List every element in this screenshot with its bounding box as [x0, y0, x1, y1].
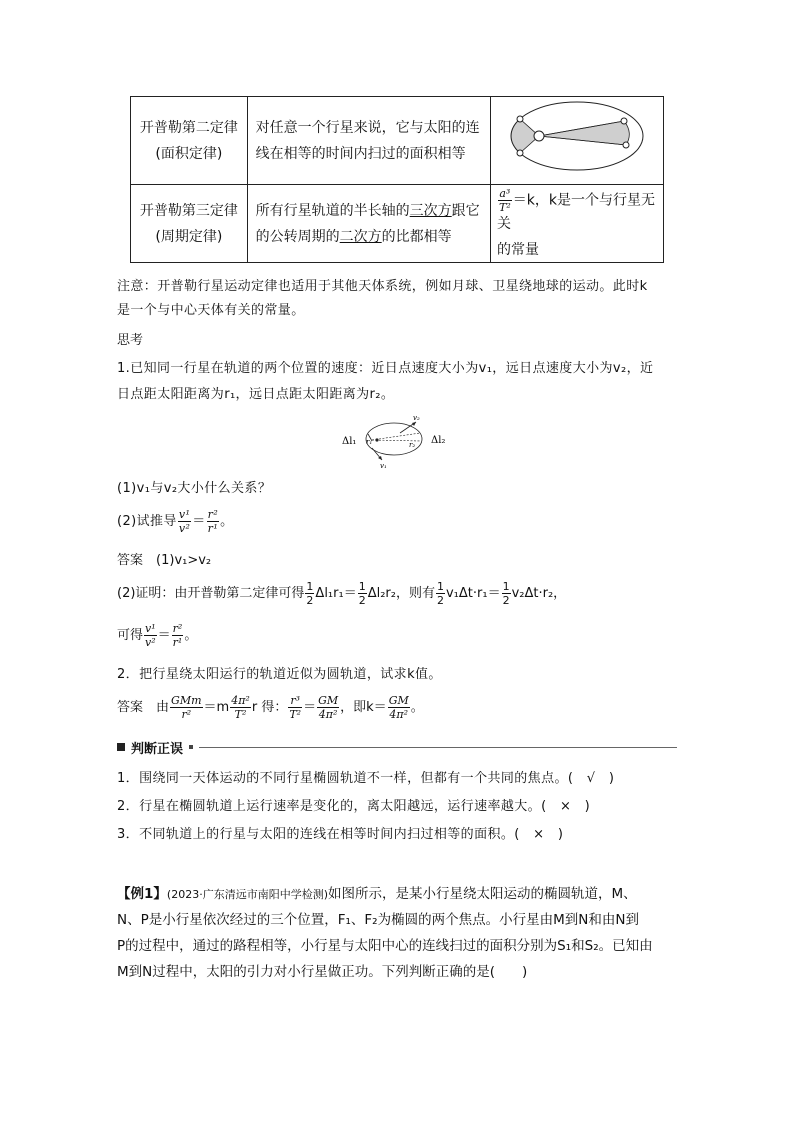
r1-label: r₁ [366, 438, 373, 446]
law-figure-cell [490, 97, 663, 185]
judge-section-title: 判断正误 [131, 741, 184, 757]
example-line: M到N过程中，太阳的引力对小行星做正功。下列判断正确的是( ) [117, 964, 528, 980]
note-line: 注意：开普勒行星运动定律也适用于其他天体系统，例如月球、卫星绕地球的运动。此时k [117, 279, 648, 294]
sub-question-1: (1)v₁与v₂大小什么关系？ [117, 481, 272, 496]
law-name-cell [131, 97, 248, 185]
dot-icon [189, 745, 193, 749]
law-name: 开普勒第三定律 [139, 202, 238, 219]
orbit-speed-diagram [340, 410, 450, 470]
judge-section-header [117, 738, 677, 756]
law-alias: (面积定律) [155, 145, 223, 162]
law-description-line: 线在相等的时间内扫过的面积相等 [255, 145, 466, 162]
delta-l2-label: Δl₂ [431, 435, 446, 446]
question-1-line: 1.已知同一行星在轨道的两个位置的速度：近日点速度大小为v₁，远日点速度大小为v₂，近 [117, 361, 654, 376]
law-description-line: 对任意一个行星来说，它与太阳的连 [255, 119, 480, 136]
answer-2: 答案 由 $\frac{\text{GMm}}{\text{r²}}$ ＝m $\frac{\text{4π²}}{\text{T²}}$ r 得： $\frac{\text{r³}}{\text{T²}}$ ＝ $\frac{GM}{\text{4π²}}$ ，即k＝ $\frac{GM}{\text{4π²}}$ 。 [117, 694, 424, 721]
kepler-third-law-formula: $\frac{\text{a³}}{\text{T²}}$ ＝k，k是一个与行星无关 [496, 187, 655, 232]
example-source: (2023·广东清远市南阳中学检测) [166, 888, 328, 901]
example-tag: 【例1】 [117, 886, 167, 902]
judge-item: 3．不同轨道上的行星与太阳的连线在相等时间内扫过相等的面积。( × ) [117, 827, 564, 842]
judge-item: 2．行星在椭圆轨道上运行速率是变化的，离太阳越远，运行速率越大。( × ) [117, 799, 591, 814]
table-row [131, 97, 664, 185]
think-label: 思考 [117, 333, 144, 348]
law-name-cell [131, 185, 248, 263]
question-2: 2．把行星绕太阳运行的轨道近似为圆轨道，试求k值。 [117, 667, 442, 682]
sub-question-2: (2)试推导 $\frac{\text{v¹}}{\text{v²}}$ ＝ $\frac{\text{r²}}{\text{r¹}}$ 。 [117, 508, 234, 535]
divider [199, 747, 677, 748]
answer-1: 答案 (1)v₁>v₂ [117, 553, 212, 568]
v1-label: v₁ [380, 462, 387, 470]
law-description-cell [247, 185, 490, 263]
question-1-line: 日点距太阳距离为r₁，远日点距太阳距离为r₂。 [117, 387, 395, 402]
law-name: 开普勒第二定律 [139, 119, 238, 136]
law-alias: (周期定律) [155, 228, 223, 245]
law-description-cell [247, 97, 490, 185]
answer-1-result: 可得 $\frac{\text{v¹}}{\text{v²}}$ ＝ $\frac{\text{r²}}{\text{r¹}}$ 。 [117, 622, 198, 649]
law-formula-cell [490, 185, 663, 263]
kepler-law-table [130, 96, 664, 263]
note-line: 是一个与中心天体有关的常量。 [117, 303, 305, 318]
answer-1-proof: (2)证明：由开普勒第二定律可得 $\frac{1}{2}$ Δl₁r₁＝ $\frac{1}{2}$ Δl₂r₂，则有 $\frac{1}{2}$ v₁Δt·r₁＝ $\frac{1}{2}$ v₂Δt·r₂， [117, 580, 567, 607]
table-row [131, 185, 664, 263]
fraction-a3-over-t2: $\frac{\text{a³}}{\text{T²}}$ [498, 187, 511, 214]
example-line: N、P是小行星依次经过的三个位置，F₁、F₂为椭圆的两个焦点。小行星由M到N和由N到 [117, 912, 639, 928]
law-description-line: 的公转周期的二次方的比都相等 [255, 228, 452, 245]
square-bullet-icon [117, 743, 125, 751]
example-line: P的过程中，通过的路程相等，小行星与太阳中心的连线扫过的面积分别为S₁和S₂。已知由 [117, 938, 653, 954]
example-line: 【例1】(2023·广东清远市南阳中学检测)如图所示，是某小行星绕太阳运动的椭圆轨道，M、 [117, 886, 637, 902]
v2-label: v₂ [413, 414, 420, 422]
ellipse-equal-area-icon [497, 99, 657, 173]
law-description-line: 所有行星轨道的半长轴的三次方跟它 [255, 202, 480, 219]
delta-l1-label: Δl₁ [342, 436, 357, 447]
judge-item: 1．围绕同一天体运动的不同行星椭圆轨道不一样，但都有一个共同的焦点。( √ ) [117, 771, 615, 786]
formula-continuation: 的常量 [496, 242, 539, 258]
r2-label: r₂ [409, 441, 416, 449]
